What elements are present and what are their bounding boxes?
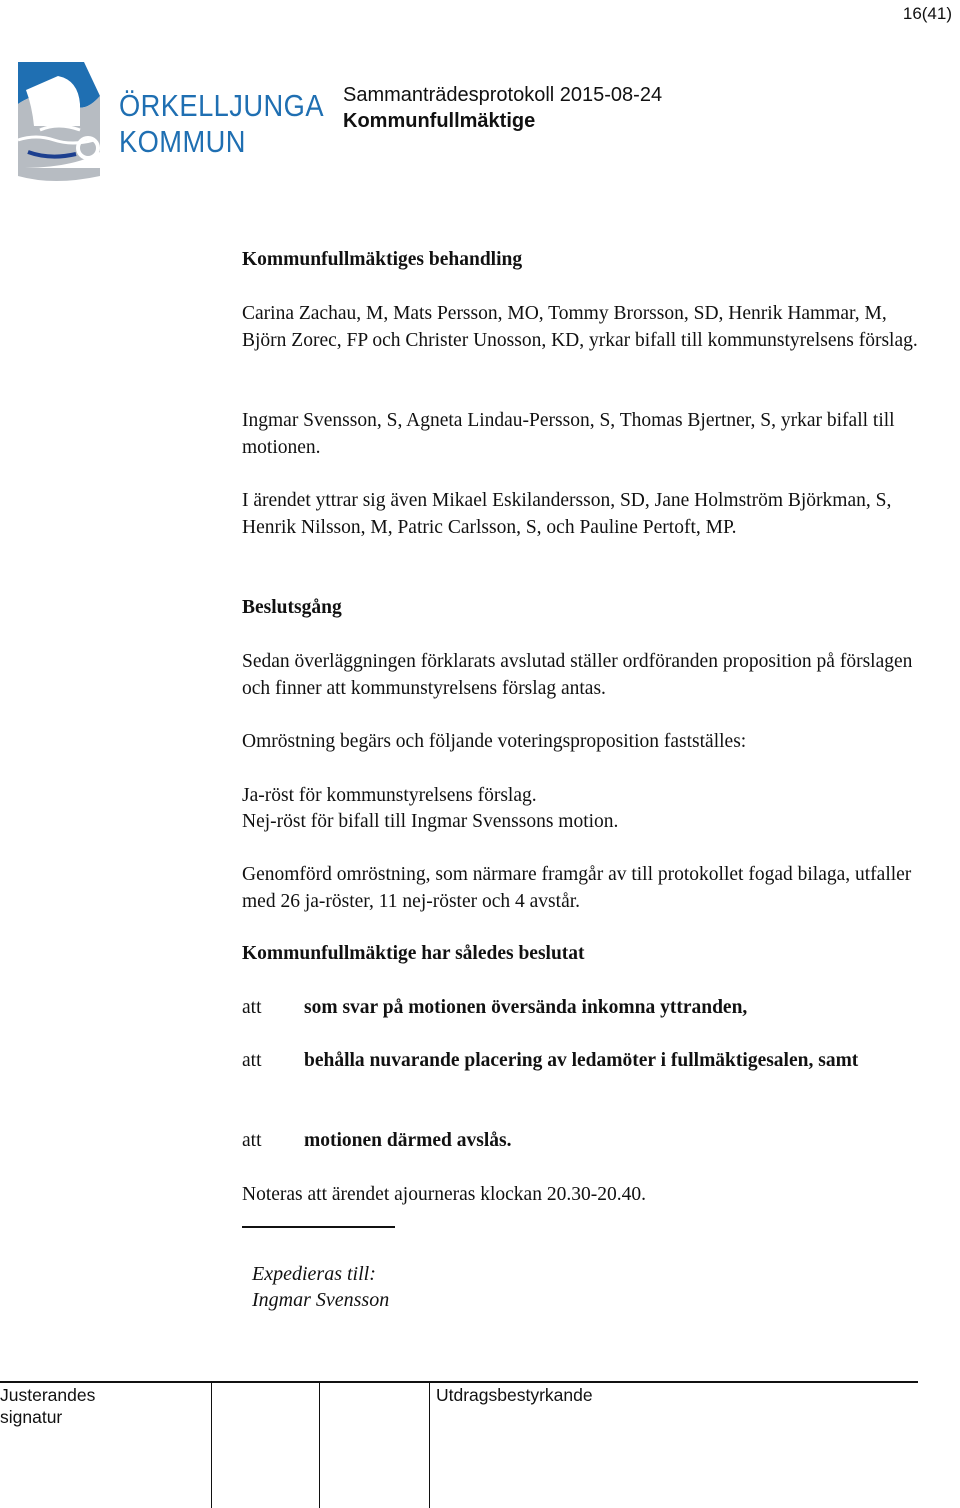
logo-name-line-2: KOMMUN	[119, 124, 246, 159]
signature-box-divider	[429, 1382, 430, 1508]
protocol-title: Sammanträdesprotokoll 2015-08-24	[343, 84, 663, 106]
vote-no-line: Nej-röst för bifall till Ingmar Svenssons motion.	[242, 811, 619, 832]
paragraph-speakers: I ärendet yttrar sig även Mikael Eskilandersson, SD, Jane Holmström Björkman, S, Henrik Nilsson, M, Patric Carlsson, S, och Pauline Pertoft, MP.	[242, 490, 892, 538]
municipality-logo	[14, 56, 324, 191]
logo-name-line-1: ÖRKELLJUNGA	[119, 88, 324, 123]
dispatch-label: Expedieras till:	[252, 1263, 376, 1285]
decision-text: behålla nuvarande placering av ledamöter i fullmäktigesalen, samt	[304, 1050, 859, 1071]
decision-text: motionen därmed avslås.	[304, 1130, 512, 1151]
page-number: 16(41)	[902, 4, 952, 23]
bell-emblem-icon	[14, 56, 114, 191]
decision-label: att	[242, 997, 262, 1018]
decision-text: som svar på motionen översända inkomna yttranden,	[304, 997, 748, 1018]
dispatch-recipient: Ingmar Svensson	[252, 1289, 390, 1311]
divider-line	[242, 1226, 395, 1228]
paragraph-motions-support: Carina Zachau, M, Mats Persson, MO, Tommy Brorsson, SD, Henrik Hammar, M, Björn Zorec, FP och Christer Unosson, KD, yrkar bifall till kommunstyrelsens förslag.	[242, 303, 918, 351]
treatment-heading: Kommunfullmäktiges behandling	[242, 249, 523, 270]
signature-box-divider	[211, 1382, 212, 1508]
paragraph-vote-result: Genomförd omröstning, som närmare framgår av till protokollet fogad bilaga, utfaller med 26 ja-röster, 11 nej-röster och 4 avstår.	[242, 864, 912, 912]
signature-box-divider	[319, 1382, 320, 1508]
paragraph-motion-bifall: Ingmar Svensson, S, Agneta Lindau-Persson, S, Thomas Bjertner, S, yrkar bifall till motionen.	[242, 410, 895, 458]
footer-divider	[0, 1381, 918, 1383]
process-heading: Beslutsgång	[242, 597, 342, 618]
paragraph-proposition: Sedan överläggningen förklarats avslutad ställer ordföranden proposition på förslagen och finner att kommunstyrelsens förslag antas.	[242, 651, 913, 699]
decision-label: att	[242, 1050, 262, 1071]
adjournment-note: Noteras att ärendet ajourneras klockan 20.30-20.40.	[242, 1184, 646, 1205]
vote-yes-line: Ja-röst för kommunstyrelsens förslag.	[242, 785, 537, 806]
signature-label: Justerandes	[0, 1385, 96, 1405]
extract-certification-label: Utdragsbestyrkande	[436, 1385, 593, 1405]
signature-label-2: signatur	[0, 1407, 63, 1427]
decision-label: att	[242, 1130, 262, 1151]
decision-heading: Kommunfullmäktige har således beslutat	[242, 943, 585, 964]
protocol-body: Kommunfullmäktige	[343, 110, 536, 132]
paragraph-vote-request: Omröstning begärs och följande voteringsproposition fastställes:	[242, 731, 747, 752]
